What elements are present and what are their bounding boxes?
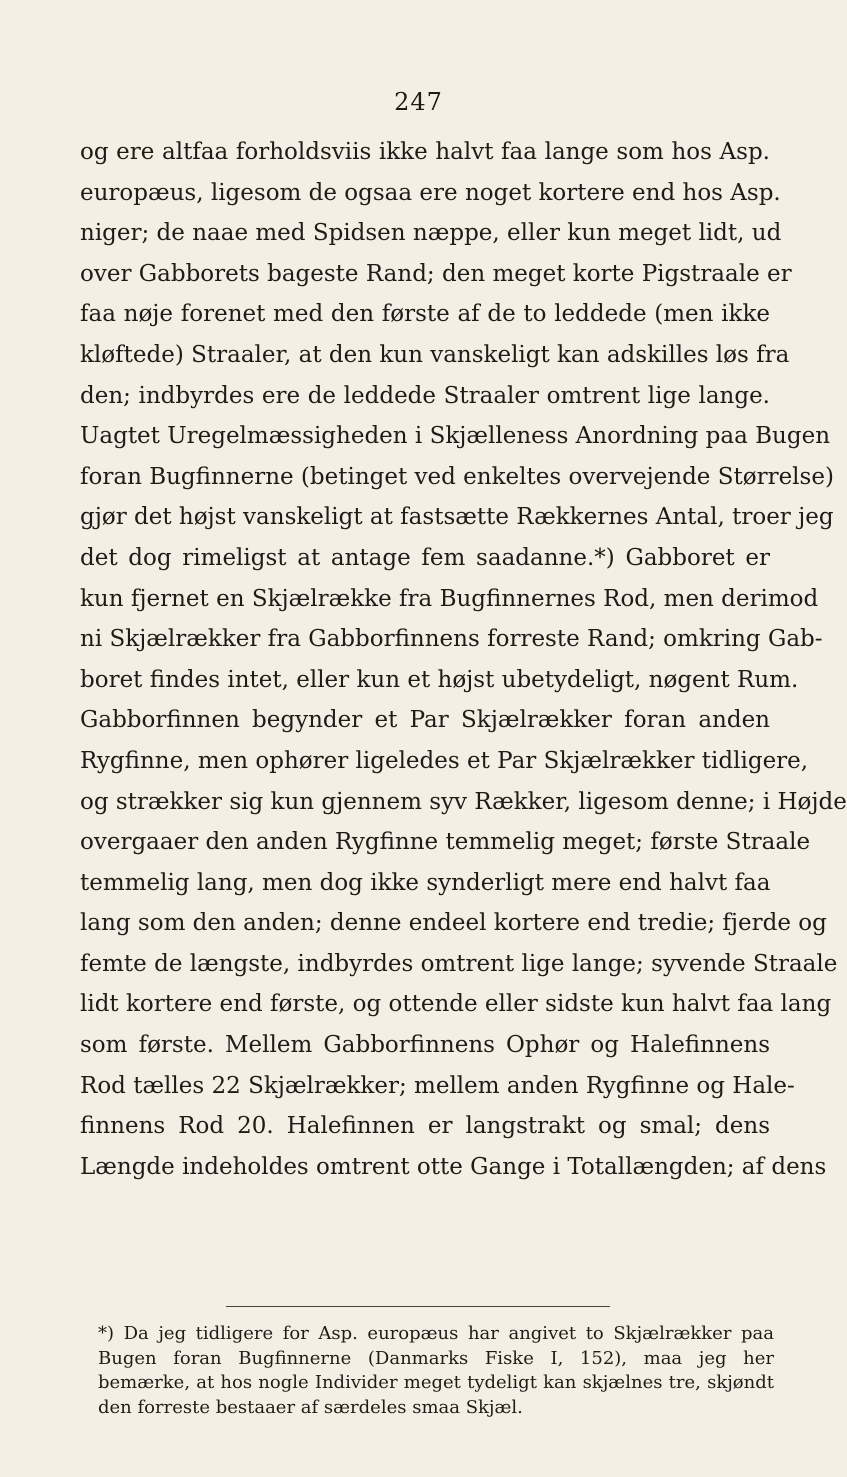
text-line: foran Bugfinnerne (betinget ved enkeltes overvejende Størrelse) <box>80 463 834 490</box>
footnote-line: den forreste bestaaer af særdeles smaa Skjæl. <box>98 1396 523 1418</box>
text-line: kun fjernet en Skjælrække fra Bugfinnernes Rod, men derimod <box>80 585 819 612</box>
text-line: Uagtet Uregelmæssigheden i Skjælleness Anordning paa Bugen <box>80 423 831 450</box>
text-line: temmelig lang, men dog ikke synderligt mere end halvt faa <box>80 869 771 896</box>
footnote-divider <box>226 1306 610 1307</box>
text-line: lidt kortere end første, og ottende eller sidste kun halvt faa lang <box>80 991 832 1018</box>
text-line: overgaaer den anden Rygfinne temmelig meget; første Straale <box>80 829 811 856</box>
text-line: europæus, ligesom de ogsaa ere noget kortere end hos Asp. <box>80 179 781 206</box>
text-line: over Gabborets bageste Rand; den meget korte Pigstraale er <box>80 260 792 287</box>
text-line: det dog rimeligst at antage fem saadanne.*) Gabboret er <box>80 544 770 571</box>
text-line: Rod tælles 22 Skjælrækker; mellem anden Rygfinne og Hale- <box>80 1072 795 1099</box>
text-line: gjør det højst vanskeligt at fastsætte Rækkernes Antal, troer jeg <box>80 504 834 531</box>
text-line: Længde indeholdes omtrent otte Gange i Totallængden; af dens <box>80 1153 827 1180</box>
text-line: den; indbyrdes ere de leddede Straaler omtrent lige lange. <box>80 382 770 409</box>
footnote-line: Bugen foran Bugfinnerne (Danmarks Fiske I, 152), maa jeg her <box>98 1347 774 1369</box>
text-line: finnens Rod 20. Halefinnen er langstrakt og smal; dens <box>80 1113 770 1140</box>
text-line: kløftede) Straaler, at den kun vanskeligt kan adskilles løs fra <box>80 341 790 368</box>
footnote <box>98 1322 774 1420</box>
text-line: niger; de naae med Spidsen næppe, eller kun meget lidt, ud <box>80 220 782 247</box>
text-line: Gabborfinnen begynder et Par Skjælrækker foran anden <box>80 707 770 734</box>
text-line: Rygfinne, men ophører ligeledes et Par Skjælrækker tidligere, <box>80 747 809 774</box>
text-line: faa nøje forenet med den første af de to leddede (men ikke <box>80 301 770 328</box>
footnote-line: *) Da jeg tidligere for Asp. europæus har angivet to Skjælrækker paa <box>98 1323 774 1344</box>
body-text <box>80 132 847 1187</box>
text-line: og strækker sig kun gjennem syv Rækker, ligesom denne; i Højde <box>80 788 847 815</box>
text-line: ni Skjælrækker fra Gabborfinnens forreste Rand; omkring Gab- <box>80 626 823 653</box>
text-line: lang som den anden; denne endeel kortere end tredie; fjerde og <box>80 910 827 937</box>
text-line: som første. Mellem Gabborfinnens Ophør og Halefinnens <box>80 1032 770 1059</box>
text-line: femte de længste, indbyrdes omtrent lige lange; syvende Straale <box>80 950 838 977</box>
text-line: boret findes intet, eller kun et højst ubetydeligt, nøgent Rum. <box>80 666 799 693</box>
footnote-line: bemærke, at hos nogle Individer meget tydeligt kan skjælnes tre, skjøndt <box>98 1372 774 1394</box>
page-number: 247 <box>394 88 443 116</box>
text-line: og ere altfaa forholdsviis ikke halvt faa lange som hos Asp. <box>80 139 770 165</box>
